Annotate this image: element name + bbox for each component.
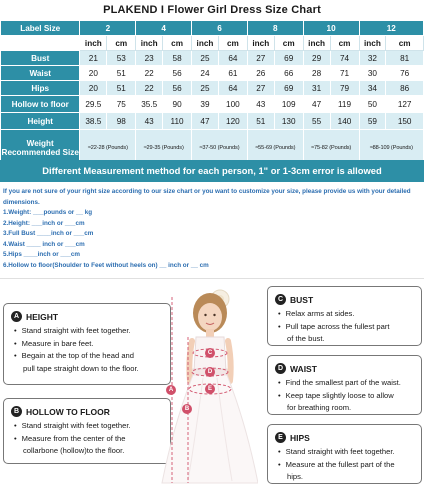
table-cell: 34: [359, 81, 386, 96]
row-label: Height: [1, 113, 80, 130]
table-cell: 51: [107, 81, 136, 96]
waist-guide-title: WAIST: [290, 363, 317, 374]
table-cell: 64: [218, 81, 247, 96]
waist-guide-card: [267, 355, 422, 415]
table-cell: 140: [330, 113, 359, 130]
size-4-header: 4: [136, 21, 192, 36]
table-cell: 66: [274, 66, 303, 81]
measurement-error-banner: Different Measurement method for each person, 1" or 1-3cm error is allowed: [0, 160, 424, 182]
table-cell: 23: [136, 51, 163, 66]
hips-guide-list: [278, 446, 395, 484]
unit-inch: inch: [80, 36, 107, 51]
unit-cm: cm: [330, 36, 359, 51]
waist-step: for breathing room.: [287, 403, 352, 412]
table-cell: 127: [386, 96, 424, 113]
bust-step: • Pull tape across the fullest part: [278, 321, 390, 334]
height-guide-list: [14, 325, 139, 375]
table-cell: 58: [163, 51, 192, 66]
weight-label-line2: Recommended Size: [1, 147, 79, 157]
unit-inch: inch: [192, 36, 219, 51]
size-8-header: 8: [247, 21, 303, 36]
table-row: [1, 96, 424, 113]
figure-marker-a: A: [166, 385, 176, 395]
table-cell: 25: [192, 81, 219, 96]
table-cell: 29.5: [80, 96, 107, 113]
unit-inch: inch: [136, 36, 163, 51]
row-label: Hollow to floor: [1, 96, 80, 113]
hips-step: • Measure at the fullest part of the: [278, 459, 395, 472]
unit-inch: inch: [303, 36, 330, 51]
table-cell: 110: [163, 113, 192, 130]
table-cell: 24: [192, 66, 219, 81]
weight-label-line1: Weight: [26, 138, 54, 148]
waist-guide-list: [278, 377, 401, 415]
table-cell: 51: [247, 113, 274, 130]
table-cell: 28: [303, 66, 330, 81]
table-cell: 59: [359, 113, 386, 130]
table-cell: 39: [192, 96, 219, 113]
figure-marker-b: B: [182, 404, 192, 414]
weight-size-10: ≈75-82 (Pounds): [303, 130, 359, 166]
bust-guide-heading: [275, 294, 313, 305]
instruction-bust: 3.Full Bust ____inch or ___cm: [3, 230, 94, 237]
row-label: Waist: [1, 66, 80, 81]
unit-cm: cm: [274, 36, 303, 51]
marker-a-badge: A: [11, 311, 22, 322]
height-step: • Begain at the top of the head and: [14, 350, 139, 363]
table-cell: 86: [386, 81, 424, 96]
bust-step: • Relax arms at sides.: [278, 308, 390, 321]
table-cell: 130: [274, 113, 303, 130]
size-12-header: 12: [359, 21, 423, 36]
table-cell: 90: [163, 96, 192, 113]
table-cell: 47: [192, 113, 219, 130]
table-cell: 74: [330, 51, 359, 66]
unit-cm: cm: [218, 36, 247, 51]
instruction-waist: 4.Waist ____ inch or ___cm: [3, 240, 85, 248]
table-cell: 53: [107, 51, 136, 66]
table-cell: 47: [303, 96, 330, 113]
size-chart-table: [0, 20, 424, 166]
table-cell: 50: [359, 96, 386, 113]
marker-d-badge: D: [275, 363, 286, 374]
unit-inch: inch: [247, 36, 274, 51]
hips-guide-card: [267, 424, 422, 484]
row-label: Bust: [1, 51, 80, 66]
height-guide-card: [3, 303, 171, 385]
table-cell: 69: [274, 51, 303, 66]
table-cell: 56: [163, 66, 192, 81]
table-cell: 43: [136, 113, 163, 130]
measurement-rows: [1, 51, 424, 130]
table-cell: 119: [330, 96, 359, 113]
hollow-step: collarbone (hollow)to the floor.: [23, 446, 125, 455]
unit-inch: inch: [359, 36, 386, 51]
size-2-header: 2: [80, 21, 136, 36]
row-label: Hips: [1, 81, 80, 96]
bust-guide-card: [267, 286, 422, 346]
bust-guide-list: [278, 308, 390, 346]
table-cell: 30: [359, 66, 386, 81]
hips-step: • Stand straight with feet together.: [278, 446, 395, 459]
table-cell: 35.5: [136, 96, 163, 113]
girl-in-dress-illustration: [148, 283, 258, 488]
custom-size-instructions: [3, 187, 421, 271]
table-cell: 22: [136, 66, 163, 81]
weight-size-12: ≈88-109 (Pounds): [359, 130, 423, 166]
table-cell: 75: [107, 96, 136, 113]
unit-cm: cm: [163, 36, 192, 51]
table-cell: 20: [80, 81, 107, 96]
section-divider: [0, 278, 424, 279]
waist-step: • Find the smallest part of the waist.: [278, 377, 401, 390]
table-cell: 71: [330, 66, 359, 81]
weight-size-8: ≈55-69 (Pounds): [247, 130, 303, 166]
table-cell: 109: [274, 96, 303, 113]
table-cell: 31: [303, 81, 330, 96]
weight-size-4: ≈29-35 (Pounds): [136, 130, 192, 166]
chart-title: PLAKEND I Flower Girl Dress Size Chart: [0, 0, 424, 20]
marker-b-badge: B: [11, 406, 22, 417]
table-cell: 55: [303, 113, 330, 130]
table-cell: 120: [218, 113, 247, 130]
instructions-intro: If you are not sure of your right size according to our size chart or you want to customize your size, please provide us with your detailed dimensions.: [3, 188, 411, 206]
table-row: [1, 81, 424, 96]
table-cell: 25: [192, 51, 219, 66]
table-cell: 100: [218, 96, 247, 113]
label-size-header: Label Size: [1, 21, 80, 36]
weight-size-2: ≈22-28 (Pounds): [80, 130, 136, 166]
measurement-figure: [148, 283, 258, 488]
instruction-weight: 1.Weight: ___pounds or __ kg: [3, 209, 93, 216]
size-6-header: 6: [192, 21, 248, 36]
table-cell: 26: [247, 66, 274, 81]
hollow-to-floor-guide-card: [3, 398, 171, 464]
figure-marker-c: C: [205, 348, 215, 358]
table-row: [1, 51, 424, 66]
table-cell: 51: [107, 66, 136, 81]
table-cell: 81: [386, 51, 424, 66]
height-step: pull tape straight down to the floor.: [23, 363, 139, 373]
height-step: • Stand straight with feet together.: [14, 325, 139, 338]
table-cell: 98: [107, 113, 136, 130]
unit-row: [1, 36, 424, 51]
weight-size-6: ≈37-50 (Pounds): [192, 130, 248, 166]
instruction-hips: 5.Hips ____inch or ___cm: [3, 251, 81, 258]
waist-step: • Keep tape slightly loose to allow: [278, 390, 401, 403]
hips-step: hips.: [287, 472, 304, 481]
instruction-hollow-to-floor: 6.Hollow to floor(Shoulder to Feet without heels on) __ inch or __ cm: [3, 261, 209, 269]
figure-marker-e: E: [205, 384, 215, 394]
hollow-step: • Measure from the center of the: [14, 433, 131, 446]
bust-guide-title: BUST: [290, 294, 314, 305]
hollow-step: • Stand straight with feet together.: [14, 420, 131, 433]
marker-c-badge: C: [275, 294, 286, 305]
hollow-guide-list: [14, 420, 131, 458]
table-cell: 79: [330, 81, 359, 96]
unit-cm: cm: [107, 36, 136, 51]
hollow-guide-title: HOLLOW TO FLOOR: [26, 406, 110, 417]
table-cell: 27: [247, 81, 274, 96]
table-cell: 21: [80, 51, 107, 66]
marker-e-badge: E: [275, 432, 286, 443]
hips-guide-title: HIPS: [290, 432, 310, 443]
table-cell: 32: [359, 51, 386, 66]
unit-row-empty: [1, 36, 80, 51]
table-cell: 56: [163, 81, 192, 96]
waist-guide-heading: [275, 363, 317, 374]
table-row: [1, 113, 424, 130]
table-cell: 76: [386, 66, 424, 81]
table-cell: 43: [247, 96, 274, 113]
height-guide-heading: [11, 311, 58, 322]
table-cell: 20: [80, 66, 107, 81]
hips-guide-heading: [275, 432, 310, 443]
table-cell: 22: [136, 81, 163, 96]
size-10-header: 10: [303, 21, 359, 36]
table-cell: 64: [218, 51, 247, 66]
unit-cm: cm: [386, 36, 424, 51]
hollow-guide-heading: [11, 406, 110, 417]
table-cell: 61: [218, 66, 247, 81]
table-cell: 38.5: [80, 113, 107, 130]
table-cell: 27: [247, 51, 274, 66]
table-cell: 29: [303, 51, 330, 66]
table-cell: 69: [274, 81, 303, 96]
table-cell: 150: [386, 113, 424, 130]
table-row: [1, 66, 424, 81]
height-guide-title: HEIGHT: [26, 311, 59, 322]
height-step: • Measure in bare feet.: [14, 338, 139, 351]
figure-marker-d: D: [205, 367, 215, 377]
bust-step: of the bust.: [287, 334, 325, 343]
instruction-height: 2.Height: ___inch or ___cm: [3, 219, 85, 227]
